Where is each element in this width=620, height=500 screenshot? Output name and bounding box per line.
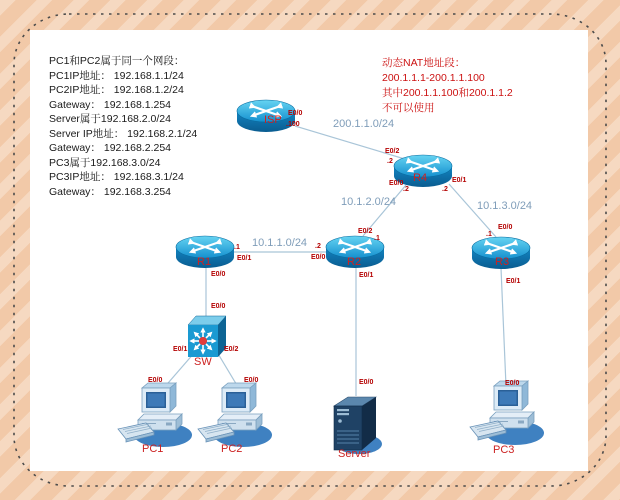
device-label-r1: R1 <box>197 256 212 268</box>
iface-label-r4-3: .2 <box>387 158 393 165</box>
device-pc3[interactable] <box>468 380 548 448</box>
iface-label-r2-15: E0/1 <box>359 272 374 279</box>
note-line: 动态NAT地址段： <box>382 57 466 69</box>
iface-label-pc1-22: E0/0 <box>148 377 163 384</box>
iface-label-sw-19: E0/0 <box>211 303 226 310</box>
server-icon <box>324 392 384 456</box>
diagram-canvas <box>30 30 588 471</box>
iface-label-isp-1: .100 <box>286 121 300 128</box>
note-line: 不可以使用 <box>382 102 435 114</box>
iface-label-r1-8: .1 <box>234 244 240 251</box>
device-label-pc2: PC2 <box>221 443 243 455</box>
note-line: Gateway： 192.168.2.254 <box>49 142 172 154</box>
note-line: PC3属于192.168.3.0/24 <box>49 156 161 169</box>
network-label-2: 10.1.3.0/24 <box>477 200 533 212</box>
device-label-sw: SW <box>194 356 212 368</box>
device-label-server: Server <box>338 448 371 460</box>
iface-label-r2-11: E0/2 <box>358 228 373 235</box>
iface-label-r4-5: .2 <box>403 186 409 193</box>
device-pc2[interactable] <box>196 382 276 450</box>
device-label-r4: R4 <box>413 172 428 184</box>
iface-label-r2-13: .2 <box>315 243 321 250</box>
note-line: Gateway： 192.168.1.254 <box>49 98 172 111</box>
device-label-r2: R2 <box>347 256 362 268</box>
iface-label-server-24: E0/0 <box>359 379 374 386</box>
nat-note <box>382 56 513 116</box>
iface-label-r3-18: E0/1 <box>506 278 521 285</box>
device-label-pc3: PC3 <box>493 444 515 456</box>
pc-icon <box>468 380 548 448</box>
addressing-note <box>49 54 197 199</box>
iface-label-r3-16: E0/0 <box>498 224 513 231</box>
network-label-0: 200.1.1.0/24 <box>333 118 395 130</box>
iface-label-r3-17: .1 <box>486 231 492 238</box>
iface-label-isp-0: E0/0 <box>288 110 303 117</box>
note-line: Server属于192.168.2.0/24 <box>49 113 171 125</box>
network-label-1: 10.1.2.0/24 <box>341 196 397 208</box>
network-label-3: 10.1.1.0/24 <box>252 237 308 249</box>
note-line: PC1和PC2属于同一个网段： <box>49 55 185 67</box>
note-line: 200.1.1.1-200.1.1.100 <box>382 72 485 84</box>
iface-label-r4-7: .2 <box>442 186 448 193</box>
iface-label-pc2-23: E0/0 <box>244 377 259 384</box>
link-r3-pc3[interactable] <box>501 268 506 386</box>
device-label-r3: R3 <box>495 256 510 268</box>
note-line: Server IP地址： 192.168.2.1/24 <box>49 127 198 140</box>
pc-icon <box>116 382 196 450</box>
note-line: 其中200.1.1.100和200.1.1.2 <box>382 87 513 99</box>
switch-icon <box>186 313 228 359</box>
iface-label-r2-14: E0/0 <box>311 254 326 261</box>
iface-label-r1-9: E0/1 <box>237 255 252 262</box>
iface-label-sw-21: E0/2 <box>224 346 239 353</box>
device-label-pc1: PC1 <box>142 443 164 455</box>
device-server[interactable] <box>324 392 384 456</box>
device-label-isp: ISP <box>264 114 282 126</box>
iface-label-sw-20: E0/1 <box>173 346 188 353</box>
iface-label-r4-4: E0/0 <box>389 180 404 187</box>
note-line: PC2IP地址： 192.168.1.2/24 <box>49 84 184 96</box>
device-pc1[interactable] <box>116 382 196 450</box>
iface-label-r1-10: E0/0 <box>211 271 226 278</box>
iface-label-pc3-25: E0/0 <box>505 380 520 387</box>
note-line: PC3IP地址： 192.168.3.1/24 <box>49 171 184 183</box>
iface-label-r2-12: .1 <box>374 235 380 242</box>
device-sw[interactable] <box>186 313 228 359</box>
note-line: Gateway： 192.168.3.254 <box>49 185 172 198</box>
note-line: PC1IP地址： 192.168.1.1/24 <box>49 69 184 82</box>
iface-label-r4-2: E0/2 <box>385 148 400 155</box>
pc-icon <box>196 382 276 450</box>
iface-label-r4-6: E0/1 <box>452 177 467 184</box>
